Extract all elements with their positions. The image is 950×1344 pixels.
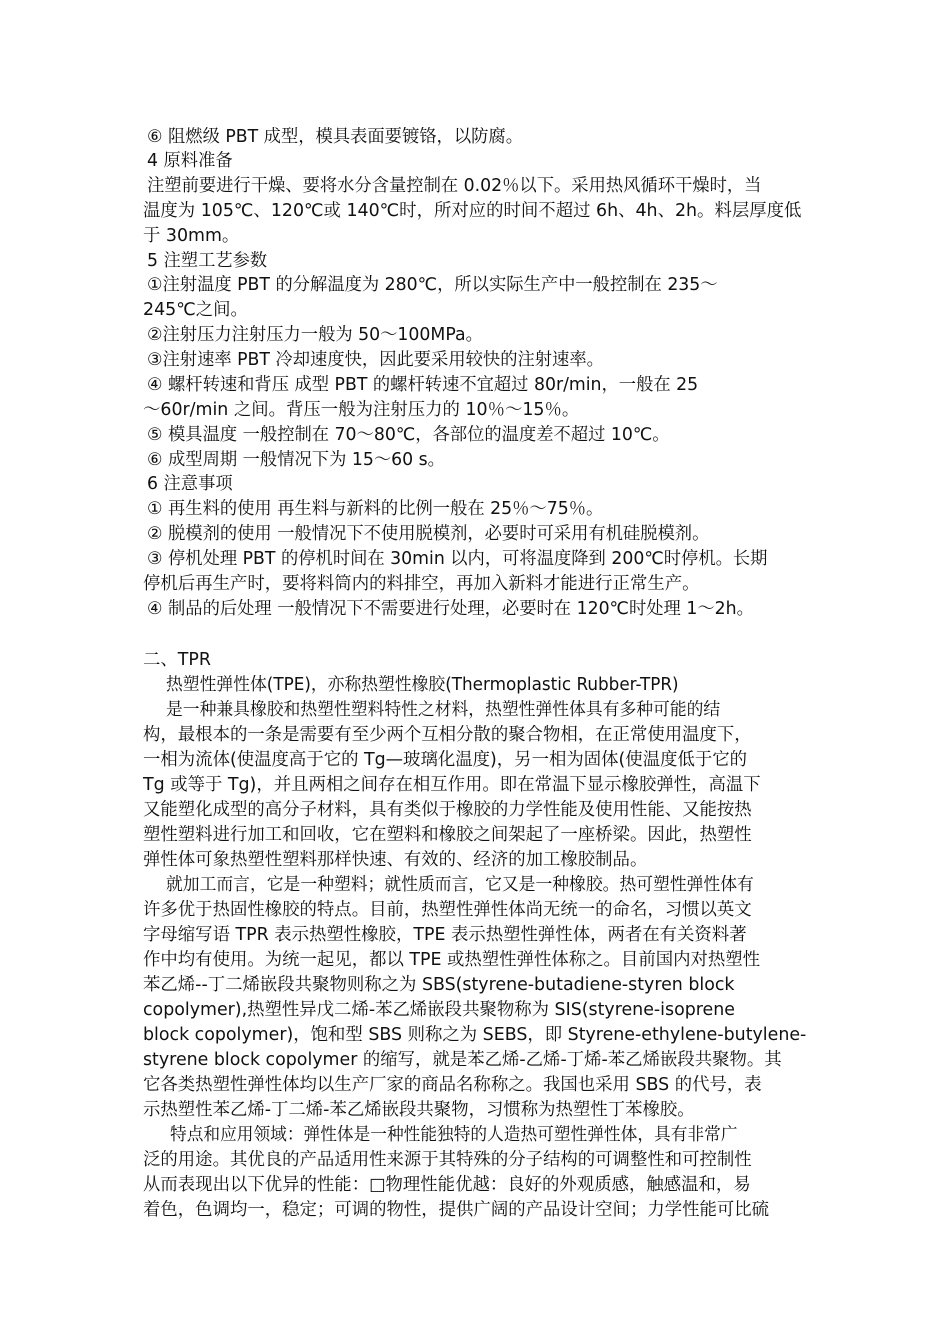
paragraph-line: 温度为 105℃、120℃或 140℃时，所对应的时间不超过 6h、4h、2h。料层厚度低 (143, 201, 802, 221)
paragraph-line: ⑥ 成型周期 一般情况下为 15～60 s。 (147, 450, 445, 470)
paragraph-line: ⑤ 模具温度 一般控制在 70～80℃，各部位的温度差不超过 10℃。 (147, 425, 670, 445)
paragraph-line: ② 脱模剂的使用 一般情况下不使用脱模剂，必要时可采用有机硅脱模剂。 (147, 524, 710, 544)
paragraph-line: ③注射速率 PBT 冷却速度快，因此要采用较快的注射速率。 (147, 350, 604, 370)
paragraph-line: ⑥ 阻燃级 PBT 成型，模具表面要镀铬，以防腐。 (147, 127, 523, 147)
paragraph-line: 作中均有使用。为统一起见，都以 TPE 或热塑性弹性体称之。目前国内对热塑性 (143, 950, 761, 970)
section-heading: 5 注塑工艺参数 (147, 251, 268, 271)
paragraph-line: 示热塑性苯乙烯-丁二烯-苯乙烯嵌段共聚物，习惯称为热塑性丁苯橡胶。 (143, 1100, 695, 1120)
paragraph-line: styrene block copolymer 的缩写，就是苯乙烯-乙烯-丁烯-苯乙烯嵌段共聚物。其 (143, 1050, 782, 1070)
paragraph-line: ～60r/min 之间。背压一般为注射压力的 10％～15％。 (143, 400, 580, 420)
paragraph-line: 构，最根本的一条是需要有至少两个互相分散的聚合物相，在正常使用温度下， (143, 725, 752, 745)
paragraph-line: 一相为流体(使温度高于它的 Tg—玻璃化温度)，另一相为固体(使温度低于它的 (143, 750, 748, 770)
section-heading: 4 原料准备 (147, 151, 233, 171)
paragraph-line: ②注射压力注射压力一般为 50～100MPa。 (147, 325, 483, 345)
paragraph-line: 泛的用途。其优良的产品适用性来源于其特殊的分子结构的可调整性和可控制性 (143, 1150, 752, 1170)
paragraph-line: 245℃之间。 (143, 300, 248, 320)
paragraph-line: block copolymer)，饱和型 SBS 则称之为 SEBS，即 Styrene-ethylene-butylene- (143, 1025, 807, 1045)
paragraph-line: 许多优于热固性橡胶的特点。目前，热塑性弹性体尚无统一的命名，习惯以英文 (143, 900, 752, 920)
paragraph-line: 字母缩写语 TPR 表示热塑性橡胶，TPE 表示热塑性弹性体，两者在有关资料著 (143, 925, 747, 945)
paragraph-line: Tg 或等于 Tg)，并且两相之间存在相互作用。即在常温下显示橡胶弹性，高温下 (143, 775, 761, 795)
paragraph-line: 停机后再生产时，要将料筒内的料排空，再加入新料才能进行正常生产。 (143, 574, 700, 594)
paragraph-line: ① 再生料的使用 再生料与新料的比例一般在 25％～75％。 (147, 499, 604, 519)
paragraph-line: 弹性体可象热塑性塑料那样快速、有效的、经济的加工橡胶制品。 (143, 850, 648, 870)
paragraph-line: 塑性塑料进行加工和回收，它在塑料和橡胶之间架起了一座桥梁。因此，热塑性 (143, 825, 752, 845)
paragraph-line: copolymer),热塑性异戊二烯-苯乙烯嵌段共聚物称为 SIS(styrene-isoprene (143, 1000, 735, 1020)
paragraph-line: 着色，色调均一，稳定；可调的物性，提供广阔的产品设计空间；力学性能可比硫 (143, 1200, 770, 1220)
paragraph-line: ①注射温度 PBT 的分解温度为 280℃，所以实际生产中一般控制在 235～ (147, 275, 718, 295)
paragraph-line: 苯乙烯--丁二烯嵌段共聚物则称之为 SBS(styrene-butadiene-styren block (143, 975, 735, 995)
paragraph-line: 从而表现出以下优异的性能：□物理性能优越：良好的外观质感，触感温和，易 (143, 1175, 751, 1195)
section-heading: 6 注意事项 (147, 474, 233, 494)
paragraph-line: 又能塑化成型的高分子材料，具有类似于橡胶的力学性能及使用性能、又能按热 (143, 800, 752, 820)
paragraph-line: 热塑性弹性体(TPE)，亦称热塑性橡胶(Thermoplastic Rubber-TPR) (166, 675, 679, 695)
paragraph-line: 是一种兼具橡胶和热塑性塑料特性之材料，热塑性弹性体具有多种可能的结 (166, 700, 721, 720)
paragraph-line: 特点和应用领域：弹性体是一种性能独特的人造热可塑性弹性体，具有非常广 (170, 1125, 738, 1145)
paragraph-line: 于 30mm。 (143, 226, 240, 246)
paragraph-line: 注塑前要进行干燥、要将水分含量控制在 0.02％以下。采用热风循环干燥时，当 (147, 176, 762, 196)
paragraph-line: ④ 螺杆转速和背压 成型 PBT 的螺杆转速不宜超过 80r/min，一般在 25 (147, 375, 699, 395)
paragraph-line: ③ 停机处理 PBT 的停机时间在 30min 以内，可将温度降到 200℃时停机。长期 (147, 549, 768, 569)
paragraph-line: ④ 制品的后处理 一般情况下不需要进行处理，必要时在 120℃时处理 1～2h。 (147, 599, 754, 619)
paragraph-line: 它各类热塑性弹性体均以生产厂家的商品名称称之。我国也采用 SBS 的代号，表 (143, 1075, 762, 1095)
paragraph-line: 就加工而言，它是一种塑料；就性质而言，它又是一种橡胶。热可塑性弹性体有 (166, 875, 754, 895)
section-heading: 二、TPR (143, 650, 211, 670)
